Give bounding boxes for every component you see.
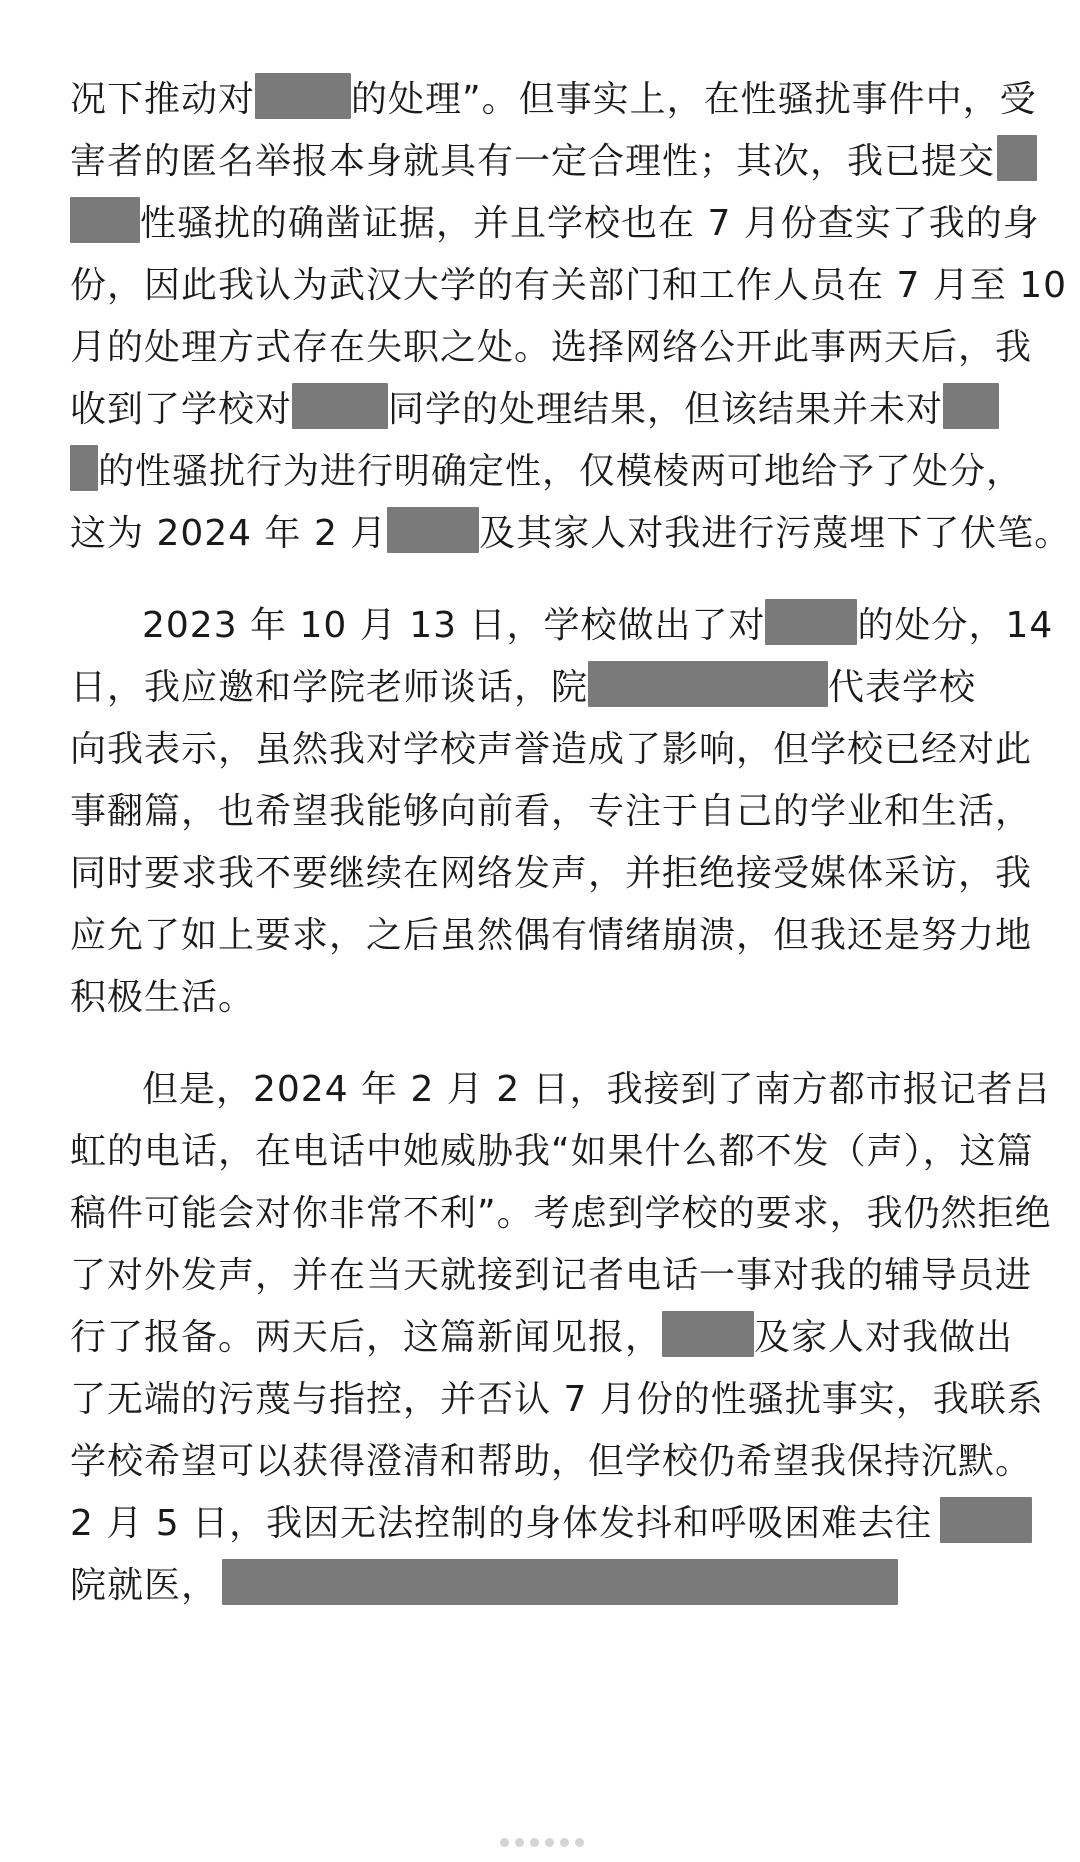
text-segment: 收到了学校对 [70, 389, 293, 430]
redaction-block [588, 661, 828, 707]
text-segment: 2 月 5 日，我因无法控制的身体发抖和呼吸困难去往 [70, 1503, 933, 1544]
text-segment: 日，我应邀和学院老师谈话，院 [70, 667, 589, 708]
text-line [70, 194, 1040, 254]
text-line [70, 504, 1071, 564]
dot [560, 1838, 569, 1847]
text-segment: 这为 2024 年 2 月 [70, 513, 388, 554]
text-line [70, 1184, 1052, 1244]
text-segment: 同学的处理结果，但该结果并未对 [388, 389, 944, 430]
text-segment: 份，因此我认为武汉大学的有关部门和工作人员在 7 月至 10 [70, 265, 1068, 306]
text-segment: 应允了如上要求，之后虽然偶有情绪崩溃，但我还是努力地 [70, 915, 1033, 956]
text-segment: 的性骚扰行为进行明确定性，仅模棱两可地给予了处分， [98, 451, 1024, 492]
dot [575, 1838, 584, 1847]
text-segment: 事翻篇，也希望我能够向前看，专注于自己的学业和生活， [70, 791, 1033, 832]
text-line [70, 844, 1032, 904]
dot [545, 1838, 554, 1847]
dot [530, 1838, 539, 1847]
dot [500, 1838, 509, 1847]
text-segment: 学校希望可以获得澄清和帮助，但学校仍希望我保持沉默。 [70, 1441, 1033, 1482]
text-line [70, 1556, 898, 1616]
text-segment: 稿件可能会对你非常不利”。考虑到学校的要求，我仍然拒绝 [70, 1193, 1052, 1234]
text-segment: 代表学校 [828, 667, 977, 708]
redaction-block [255, 73, 351, 119]
redaction-block [943, 383, 999, 429]
text-line [142, 1060, 1051, 1120]
text-line [70, 720, 1032, 780]
redaction-block [765, 599, 857, 645]
text-line [70, 70, 1037, 130]
redaction-block [222, 1559, 898, 1605]
redaction-block [662, 1311, 754, 1357]
text-line [70, 442, 1023, 502]
redaction-block [70, 445, 98, 491]
text-segment: 况下推动对 [70, 79, 256, 120]
dot [515, 1838, 524, 1847]
text-segment: 性骚扰的确凿证据，并且学校也在 7 月份查实了我的身 [140, 203, 1040, 244]
text-line [70, 1308, 1013, 1368]
text-line [70, 132, 1037, 192]
redaction-block [997, 135, 1037, 181]
text-line [70, 1432, 1032, 1492]
text-segment: 同时要求我不要继续在网络发声，并拒绝接受媒体采访，我 [70, 853, 1033, 894]
text-segment: 2023 年 10 月 13 日，学校做出了对 [142, 605, 766, 646]
text-line [70, 1122, 1034, 1182]
page-indicator-dots [500, 1838, 584, 1847]
redaction-block [940, 1497, 1032, 1543]
text-segment: 及其家人对我进行污蔑埋下了伏笔。 [479, 513, 1072, 554]
text-line [70, 782, 1032, 842]
text-segment: 的处分，14 [857, 605, 1054, 646]
redaction-block [70, 197, 140, 243]
text-line [70, 380, 999, 440]
text-segment: 了无端的污蔑与指控，并否认 7 月份的性骚扰事实，我联系 [70, 1379, 1044, 1420]
text-segment: 院就医， [70, 1565, 219, 1606]
text-line [142, 596, 1053, 656]
text-line [70, 256, 1067, 316]
redaction-block [292, 383, 388, 429]
text-line [70, 1370, 1044, 1430]
text-line [70, 318, 1032, 378]
text-line [70, 906, 1032, 966]
text-segment: 虹的电话，在电话中她威胁我“如果什么都不发（声），这篇 [70, 1131, 1034, 1172]
text-line [70, 968, 255, 1028]
text-segment: 积极生活。 [70, 977, 256, 1018]
text-segment: 了对外发声，并在当天就接到记者电话一事对我的辅导员进 [70, 1255, 1033, 1296]
text-segment: 害者的匿名举报本身就具有一定合理性；其次，我已提交 [70, 141, 996, 182]
text-segment: 月的处理方式存在失职之处。选择网络公开此事两天后，我 [70, 327, 1033, 368]
text-segment: 的处理”。但事实上，在性骚扰事件中，受 [351, 79, 1037, 120]
text-segment: 行了报备。两天后，这篇新闻见报， [70, 1317, 663, 1358]
text-segment: 向我表示，虽然我对学校声誉造成了影响，但学校已经对此 [70, 729, 1033, 770]
text-segment: 及家人对我做出 [754, 1317, 1014, 1358]
redaction-block [387, 507, 479, 553]
text-line [70, 1246, 1032, 1306]
text-segment: 但是，2024 年 2 月 2 日，我接到了南方都市报记者吕 [142, 1069, 1051, 1110]
text-line [70, 658, 976, 718]
text-line [70, 1494, 1032, 1554]
